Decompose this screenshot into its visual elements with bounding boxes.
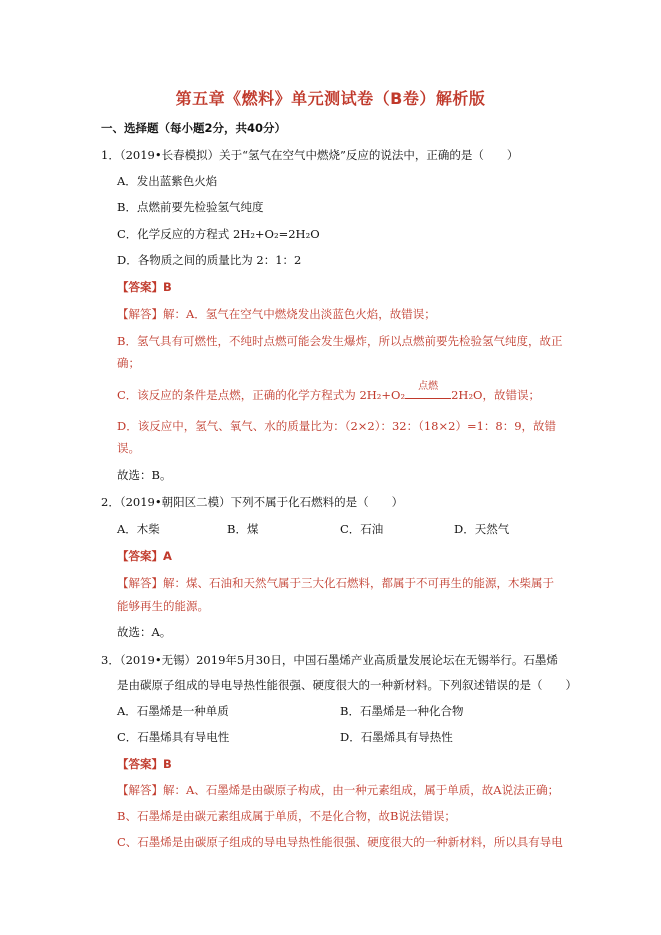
q2-answer: 【答案】A [117,549,172,563]
q1-explanation-line: D．该反应中，氢气、氧气、水的质量比为：（2×2）：32：（18×2）=1：8：9，故错 [117,419,557,433]
q2-stem: 2．（2019•朝阳区二模）下列不属于化石燃料的是（ ） [101,495,404,509]
q1-explanation-line: 【解答】解：A．氢气在空气中燃烧发出淡蓝色火焰，故错误； [117,307,436,321]
document-title: 第五章《燃料》单元测试卷（B卷）解析版 [175,89,486,108]
q1-option-d: D．各物质之间的质量比为 2：1：2 [117,253,302,267]
q2-option-c: C．石油 [340,522,384,536]
q1-equation-prefix: C．该反应的条件是点燃，正确的化学方程式为 2H₂+O₂ [117,388,406,402]
q1-option-a: A．发出蓝紫色火焰 [117,174,218,188]
q1-option-c-formula: 2H₂+O₂=2H₂O [232,227,320,241]
q3-option-d: D．石墨烯具有导热性 [340,730,453,744]
q1-option-c [117,226,320,242]
q1-explanation-line: 确； [117,356,140,370]
q2-explanation-line: 能够再生的能源。 [117,599,209,613]
q2-explanation-line: 【解答】解：煤、石油和天然气属于三大化石燃料，都属于不可再生的能源，木柴属于 [117,576,554,590]
q1-final: 故选：B。 [117,468,172,482]
q3-explanation-line: 【解答】解：A、石墨烯是由碳原子构成，由一种元素组成，属于单质，故A说法正确； [117,783,560,797]
q3-option-b: B．石墨烯是一种化合物 [340,704,464,718]
q1-option-b: B．点燃前要先检验氢气纯度 [117,200,264,214]
q2-option-b: B．煤 [227,522,259,536]
reaction-condition-arrow [405,381,451,399]
q1-explanation-line: 误。 [117,441,140,455]
section-heading: 一、选择题（每小题2分，共40分） [101,121,287,135]
reaction-condition-bar [405,398,451,399]
reaction-condition-label: 点燃 [418,381,439,392]
q2-option-a: A．木柴 [117,522,160,536]
q3-option-c: C．石墨烯具有导电性 [117,730,230,744]
q3-answer: 【答案】B [117,757,172,771]
q3-explanation-line: C、石墨烯是由碳原子组成的导电导热性能很强、硬度很大的一种新材料，所以具有导电 [117,835,563,849]
q1-explanation-line: B．氢气具有可燃性，不纯时点燃可能会发生爆炸，所以点燃前要先检验氢气纯度，故正 [117,334,563,348]
q1-explanation-equation [117,381,540,403]
q3-explanation-line: B、石墨烯是由碳元素组成属于单质，不是化合物，故B说法错误； [117,809,456,823]
q2-final: 故选：A。 [117,625,172,639]
q3-stem-line: 是由碳原子组成的导电导热性能很强、硬度很大的一种新材料。下列叙述错误的是（ ） [117,678,577,692]
q1-option-c-label: C．化学反应的方程式 [117,227,233,241]
q1-equation-suffix: 2H₂O，故错误； [451,388,540,402]
q3-option-a: A．石墨烯是一种单质 [117,704,229,718]
q3-stem-line: 3．（2019•无锡）2019年5月30日，中国石墨烯产业高质量发展论坛在无锡举行。石墨烯 [101,653,558,667]
q2-option-d: D．天然气 [454,522,510,536]
q1-stem: 1．（2019•长春模拟）关于“氢气在空气中燃烧”反应的说法中，正确的是（ ） [101,148,519,162]
q1-answer: 【答案】B [117,280,172,294]
